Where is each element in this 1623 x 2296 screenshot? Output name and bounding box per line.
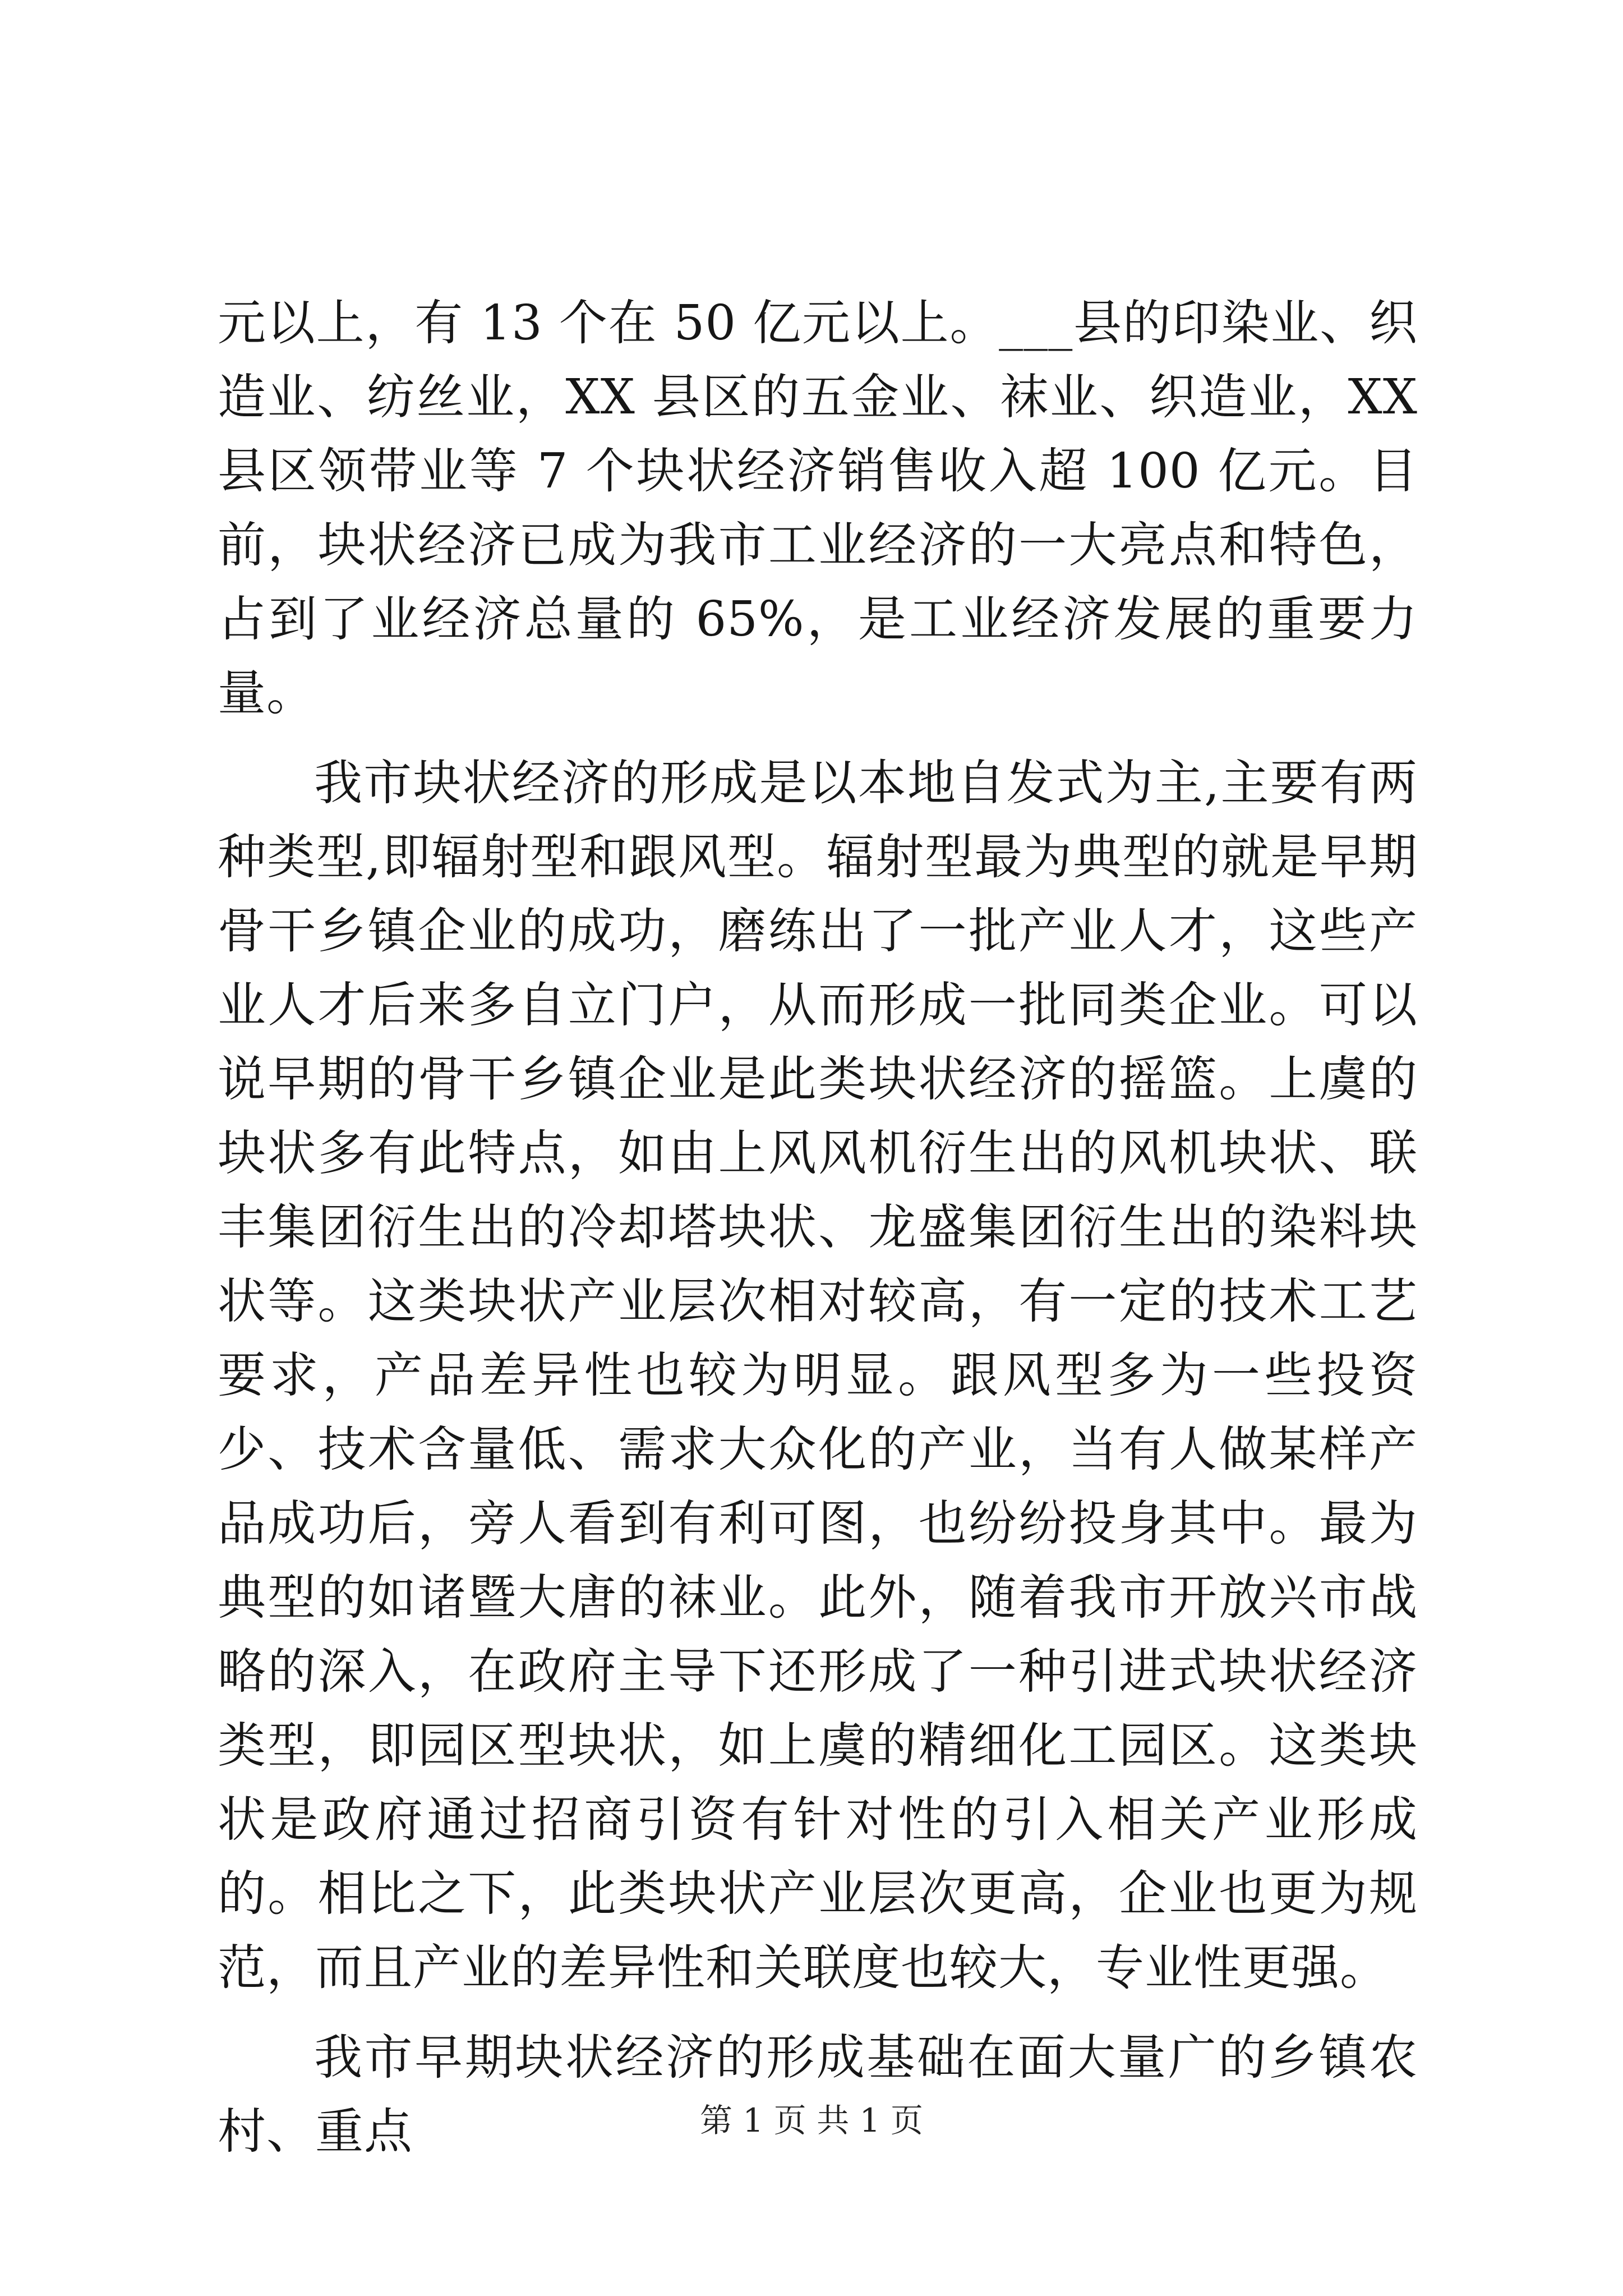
paragraph-3: 我市早期块状经济的形成基础在面大量广的乡镇农村、重点 <box>218 2030 1418 2160</box>
paragraph-2: 我市块状经济的形成是以本地自发式为主,主要有两种类型,即辐射型和跟风型。辐射型最为典型的就是早期骨干乡镇企业的成功，磨练出了一批产业人才，这些产业人才后来多自立门户，从而形成一批同类企业。可以说早期的骨干乡镇企业是此类块状经济的摇篮。上虞的块状多有此特点，如由上风风机衍生出的风机块状、联丰集团衍生出的冷却塔块状、龙盛集团衍生出的染料块状等。这类块状产业层次相对较高，有一定的技术工艺要求，产品差异性也较为明显。跟风型多为一些投资少、技术含量低、需求大众化的产业，当有人做某样产品成功后，旁人看到有利可图，也纷纷投身其中。最为典型的如诸暨大唐的袜业。此外，随着我市开放兴市战略的深入，在政府主导下还形成了一种引进式块状经济类型，即园区型块状，如上虞的精细化工园区。这类块状是政府通过招商引资有针对性的引入相关产业形成的。相比之下，此类块状产业层次更高，企业也更为规范，而且产业的差异性和关联度也较大，专业性更强。 <box>218 755 1418 1996</box>
document-body <box>218 286 1418 2169</box>
paragraph-1: 元以上，有 13 个在 50 亿元以上。___县的印染业、织造业、纺丝业，XX 县区的五金业、袜业、织造业，XX 县区领带业等 7 个块状经济销售收入超 100 亿元。目前，块状经济已成为我市工业经济的一大亮点和特色，占到了业经济总量的 65%，是工业经济发展的重要力量。 <box>218 295 1418 721</box>
page-footer: 第 1 页 共 1 页 <box>700 2101 923 2139</box>
